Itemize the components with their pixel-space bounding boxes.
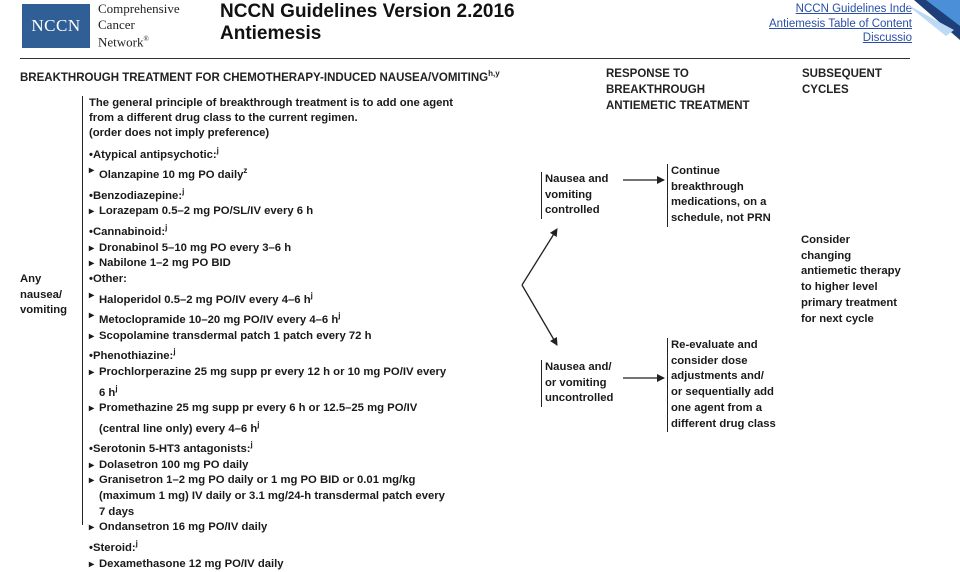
response-line: adjustments and/ [671,370,764,383]
outcome-line: vomiting [545,188,593,201]
dose-text: Ondansetron 16 mg PO/IV daily [99,521,268,534]
response-line: breakthrough [671,180,744,193]
subsequent-line: for next cycle [801,312,874,325]
response-heading-line: ANTIEMETIC TREATMENT [606,100,750,112]
dose-text: (maximum 1 mg) IV daily or 3.1 mg/24-h transdermal patch every [99,490,445,503]
footnote-ref: j [135,539,138,549]
principle-line: (order does not imply preference) [89,127,270,139]
org-line-2: Cancer [98,16,135,32]
footnote-ref: j [165,223,168,233]
dose-text: Haloperidol 0.5–2 mg PO/IV every 4–6 h [99,293,311,306]
response-line: medications, on a [671,196,767,209]
discussion-link[interactable]: Discussio [862,32,912,44]
guidelines-index-link[interactable]: NCCN Guidelines Inde [795,3,912,15]
drug-class-name: Phenothiazine: [92,350,174,363]
dose-text: Scopolamine transdermal patch 1 patch every 72 h [99,329,372,342]
subsequent-line: antiemetic therapy [801,265,901,278]
dose-text: 7 days [99,505,135,518]
subsequent-line: changing [801,249,852,262]
subsequent-line: to higher level [801,281,878,294]
drug-class-name: Other: [92,272,127,285]
subsequent-heading-line: CYCLES [802,84,849,96]
dose-text: Olanzapine 10 mg PO daily [99,169,244,182]
dose-text: Lorazepam 0.5–2 mg PO/SL/IV every 6 h [99,205,314,218]
dose-text: Nabilone 1–2 mg PO BID [99,257,231,270]
guideline-topic: Antiemesis [220,23,322,44]
entry-line: vomiting [20,304,68,317]
footnote-ref: z [243,166,248,176]
footnote-ref: j [115,383,118,393]
branch-arrow-down [522,285,557,345]
principle-line: The general principle of breakthrough treatment is to add one agent [89,97,454,109]
outcome-line: Nausea and [545,173,609,185]
breakthrough-heading: BREAKTHROUGH TREATMENT FOR CHEMOTHERAPY-INDUCED NAUSEA/VOMITING$^{h,y}$ [20,69,500,84]
dose-text: Dolasetron 100 mg PO daily [99,458,249,471]
subsequent-line: primary treatment [801,296,898,309]
drug-class-name: Cannabinoid: [92,225,166,238]
outcome-line: controlled [545,204,600,217]
nccn-logo: NCCN [22,4,90,48]
response-line: or sequentially add [671,386,774,399]
footnote-ref: j [182,186,185,196]
dose-text: Dexamethasone 12 mg PO/IV daily [99,557,284,570]
response-heading-line: RESPONSE TO [606,68,689,80]
footnote-ref: j [216,146,219,155]
outcome-line: Nausea and/ [545,361,612,373]
footnote-ref: j [250,440,253,450]
guidelines-version: NCCN Guidelines Version 2.2016 [220,1,515,22]
footnote-ref: j [173,347,176,357]
drug-class-name: Benzodiazepine: [92,189,183,202]
drug-class-name: Serotonin 5-HT3 antagonists: [92,442,251,455]
response-line: consider dose [671,354,748,367]
dose-text: (central line only) every 4–6 h [99,422,258,435]
drug-class-name: Steroid: [92,541,136,554]
entry-line: Any [20,273,42,285]
principle-line: from a different drug class to the current regimen. [89,112,358,124]
response-heading-line: BREAKTHROUGH [606,84,706,96]
dose-text: Prochlorperazine 25 mg supp pr every 12 h or 10 mg PO/IV every [99,365,447,378]
drug-class-name: Atypical antipsychotic: [92,148,217,161]
dose-text: Dronabinol 5–10 mg PO every 3–6 h [99,241,292,254]
dose-text: Metoclopramide 10–20 mg PO/IV every 4–6 h [99,313,339,326]
dose-text: Granisetron 1–2 mg PO daily or 1 mg PO BID or 0.01 mg/kg [99,474,416,487]
subsequent-heading-line: SUBSEQUENT [802,68,882,80]
footnote-ref: j [310,290,313,300]
subsequent-line: Consider [801,234,850,246]
outcome-line: uncontrolled [545,392,614,405]
outcome-line: or vomiting [545,376,607,389]
entry-line: nausea/ [20,288,63,301]
footnote-ref: j [338,311,341,321]
response-line: different drug class [671,417,776,430]
response-line: Continue [671,165,720,177]
org-line-1: Comprehensive [98,1,180,16]
dose-text: 6 h [99,386,116,399]
footnote-ref: j [257,419,260,429]
drug-dose [89,557,519,572]
response-line: one agent from a [671,401,763,414]
table-of-contents-link[interactable]: Antiemesis Table of Content [769,17,912,30]
branch-arrow-up [522,229,557,285]
dose-text: Promethazine 25 mg supp pr every 6 h or 12.5–25 mg PO/IV [99,401,418,414]
response-line: Re-evaluate and [671,339,758,351]
response-line: schedule, not PRN [671,212,771,225]
org-line-3: Network® [98,34,149,50]
